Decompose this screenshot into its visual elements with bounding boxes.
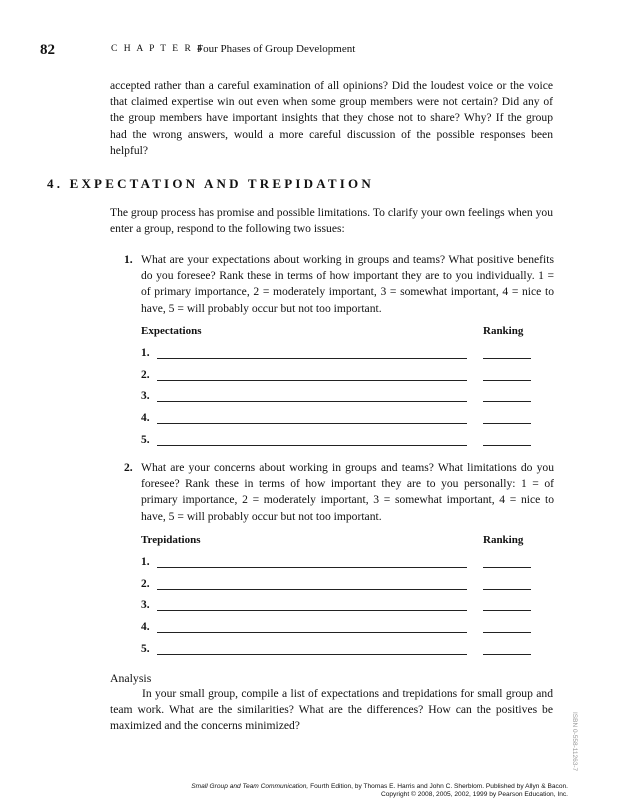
trepidation-ranking-line[interactable]: [483, 610, 531, 611]
footer-copyright: Copyright © 2008, 2005, 2002, 1999 by Pearson Education, Inc.: [380, 791, 568, 798]
trepidation-row-label: 5.: [141, 643, 150, 655]
trepidation-answer-line[interactable]: [157, 632, 467, 633]
expectation-ranking-line[interactable]: [483, 445, 531, 446]
trepidation-answer-line[interactable]: [157, 567, 467, 568]
trepidation-row-label: 1.: [141, 556, 150, 568]
expectation-ranking-line[interactable]: [483, 423, 531, 424]
trepidation-row-label: 4.: [141, 621, 150, 633]
footer-citation-rest: Fourth Edition, by Thomas E. Harris and John C. Sherblom. Published by Allyn & Bacon.: [308, 783, 568, 790]
ranking-column-header: Ranking: [483, 325, 524, 337]
chapter-title: Four Phases of Group Development: [197, 43, 356, 55]
expectation-answer-line[interactable]: [157, 401, 467, 402]
question-text: What are your expectations about working in groups and teams? What positive benefits do you foresee? Rank these in terms of how important they are to you individually. 1 = of primary importance, 2 = moderately important, 3 = somewhat important, 4 = nice to have, 5 = will probably occur but not too important.: [141, 253, 554, 315]
expectation-row-label: 3.: [141, 390, 150, 402]
trepidation-ranking-line[interactable]: [483, 567, 531, 568]
expectation-row-label: 4.: [141, 412, 150, 424]
section-title: 4. EXPECTATION AND TREPIDATION: [47, 176, 374, 191]
trepidation-answer-line[interactable]: [157, 589, 467, 590]
analysis-text: In your small group, compile a list of expectations and trepidations for small group and team work. What are the similarities? What are the differences? How can the positives be maximized and the concerns minimized?: [110, 687, 553, 733]
section-lead: The group process has promise and possible limitations. To clarify your own feelings when you enter a group, respond to the following two issues:: [110, 206, 553, 236]
trepidation-row-label: 3.: [141, 599, 150, 611]
expectation-answer-line[interactable]: [157, 380, 467, 381]
expectation-ranking-line[interactable]: [483, 380, 531, 381]
expectation-row-label: 1.: [141, 347, 150, 359]
expectation-answer-line[interactable]: [157, 358, 467, 359]
expectation-ranking-line[interactable]: [483, 401, 531, 402]
trepidations-column-header: Trepidations: [141, 534, 201, 546]
expectation-row-label: 2.: [141, 369, 150, 381]
question-number: 1.: [124, 253, 133, 266]
analysis-heading: Analysis: [110, 671, 152, 685]
trepidation-answer-line[interactable]: [157, 610, 467, 611]
trepidation-answer-line[interactable]: [157, 654, 467, 655]
trepidation-row-label: 2.: [141, 578, 150, 590]
expectations-column-header: Expectations: [141, 325, 202, 337]
trepidation-ranking-line[interactable]: [483, 632, 531, 633]
footer-book-title: Small Group and Team Communication,: [191, 783, 309, 790]
chapter-label: C H A P T E R 4: [111, 44, 204, 54]
expectation-ranking-line[interactable]: [483, 358, 531, 359]
isbn-side-text: ISBN 0-558-11263-7: [571, 712, 578, 772]
intro-paragraph: accepted rather than a careful examination of all opinions? Did the loudest voice or the voice that claimed expertise win out even when some group members were not certain? Did any of the group members have important insights that they chose not to share? Why? If the group had the wrong answers, would a more careful discussion of the possible responses been helpful?: [110, 79, 553, 157]
trepidation-ranking-line[interactable]: [483, 654, 531, 655]
expectation-answer-line[interactable]: [157, 423, 467, 424]
footer-citation: [120, 783, 568, 790]
analysis-paragraph: [110, 686, 553, 735]
trepidation-ranking-line[interactable]: [483, 589, 531, 590]
page-number: 82: [40, 42, 55, 58]
question-number: 2.: [124, 461, 133, 474]
ranking-column-header: Ranking: [483, 534, 524, 546]
question-text: What are your concerns about working in groups and teams? What limitations do you foresee? Rank these in terms of how important they are to you personally: 1 = of primary importance, 2 = moderately important, 3 = somewhat important, 4 = nice to have, 5 = will probably occur but not too important.: [141, 461, 554, 523]
expectation-answer-line[interactable]: [157, 445, 467, 446]
expectation-row-label: 5.: [141, 434, 150, 446]
